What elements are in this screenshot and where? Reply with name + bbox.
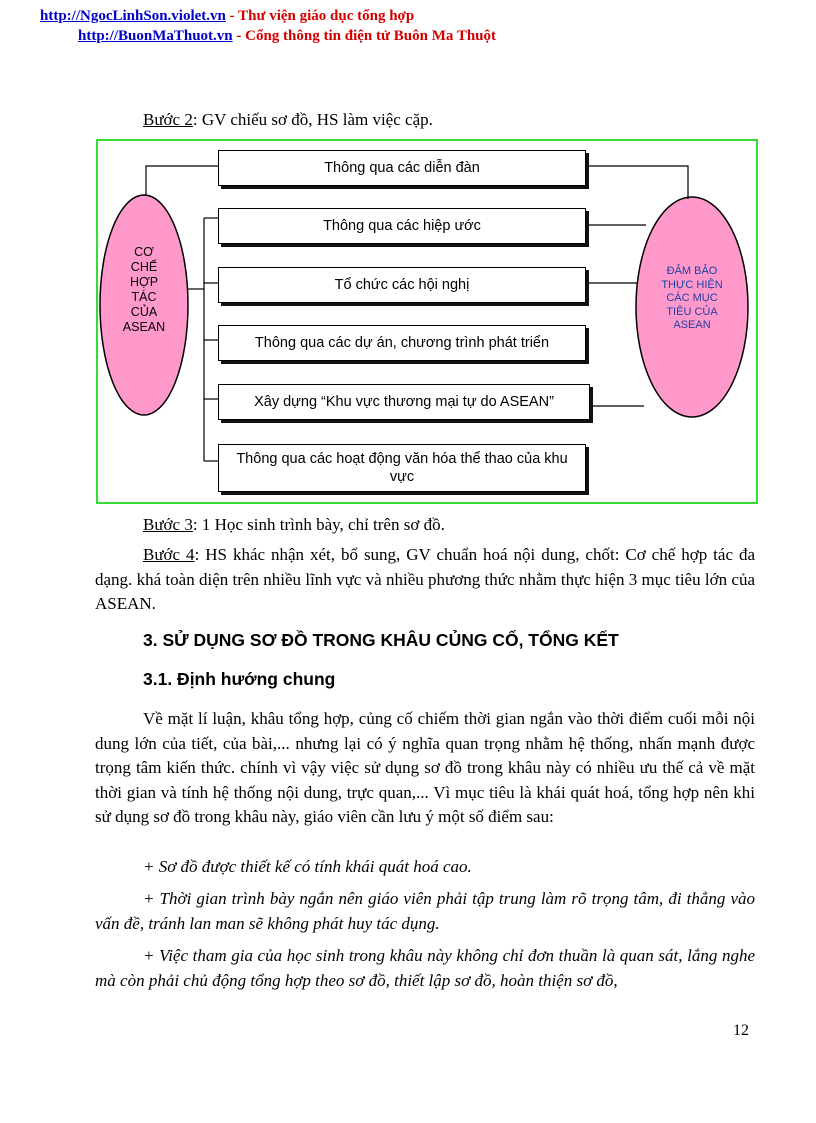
body-item-1: + Sơ đồ được thiết kế có tính khái quát hoá cao. xyxy=(143,857,472,876)
step4-paragraph xyxy=(95,543,755,617)
method-box-free-trade-area: Xây dựng “Khu vực thương mại tự do ASEAN” xyxy=(218,384,590,420)
step2-text: : GV chiếu sơ đồ, HS làm việc cặp. xyxy=(192,110,433,129)
method-box-treaties: Thông qua các hiệp ước xyxy=(218,208,586,244)
body-item-2: + Thời gian trình bày ngắn nên giáo viên phải tập trung làm rõ trọng tâm, đi thẳng vào vấn đề, tránh lan man sẽ không phát huy tác dụng. xyxy=(95,889,755,933)
header-link-buonmathuot[interactable]: http://BuonMaThuot.vn xyxy=(78,28,233,44)
connector-top-right xyxy=(586,166,688,199)
right-ellipse-label: ĐẢM BẢO THỰC HIỆN CÁC MỤC TIÊU CỦA ASEAN xyxy=(661,265,723,331)
left-ellipse-label: CƠ CHẾ HỢP TÁC CỦA ASEAN xyxy=(122,245,166,334)
section-3-heading: 3. SỬ DỤNG SƠ ĐỒ TRONG KHÂU CỦNG CỐ, TỔNG KẾT xyxy=(143,630,619,650)
method-box-conferences: Tổ chức các hội nghị xyxy=(218,267,586,303)
page-number: 12 xyxy=(733,1022,749,1039)
step2-label: Bước 2 xyxy=(143,110,193,129)
step4-label: Bước 4 xyxy=(143,545,195,564)
header-line-1 xyxy=(40,6,414,26)
header-line-2-text: - Cổng thông tin điện tử Buôn Ma Thuột xyxy=(232,28,497,44)
section-3-1-heading: 3.1. Định hướng chung xyxy=(143,669,336,689)
step2-paragraph xyxy=(95,108,755,133)
header-link-ngoclinhson[interactable]: http://NgocLinhSon.violet.vn xyxy=(40,8,226,24)
asean-cooperation-diagram xyxy=(96,139,758,504)
method-box-forums: Thông qua các diễn đàn xyxy=(218,150,586,186)
method-box-culture-sports: Thông qua các hoạt động văn hóa thể thao của khu vực xyxy=(218,444,586,492)
step3-label: Bước 3 xyxy=(143,515,193,534)
step3-text: : 1 Học sinh trình bày, chỉ trên sơ đồ. xyxy=(192,515,445,534)
header-line-2 xyxy=(78,26,496,46)
step4-text: : HS khác nhận xét, bổ sung, GV chuẩn hoá nội dung, chốt: Cơ chế hợp tác đa dạng. khá toàn diện trên nhiều lĩnh vực và nhiều phương thức nhằm thực hiện 3 mục tiêu lớn của ASEAN. xyxy=(95,545,756,613)
connector-top-left xyxy=(146,166,218,196)
method-box-projects: Thông qua các dự án, chương trình phát triển xyxy=(218,325,586,361)
body-item-3: + Việc tham gia của học sinh trong khâu này không chỉ đơn thuần là quan sát, lắng nghe mà còn phải chủ động tổng hợp theo sơ đồ, thiết lập sơ đồ, hoàn thiện sơ đồ, xyxy=(95,946,755,990)
step3-paragraph xyxy=(95,513,755,538)
body-paragraph-1: Về mặt lí luận, khâu tổng hợp, củng cố chiếm thời gian ngắn vào thời điểm cuối mỗi nội dung lớn của tiết, của bài,... nhưng lại có ý nghĩa quan trọng nhằm hệ thống, nhấn mạnh được trọng tâm kiến thức. chính vì vậy việc sử dụng sơ đồ trong khâu này có nhiều ưu thế cả về mặt thời gian và tính hệ thống nội dung, trực quan,... Vì mục tiêu là khái quát hoá, tổng hợp nên khi sử dụng sơ đồ trong khâu này, giáo viên cần lưu ý một số điểm sau: xyxy=(95,709,755,826)
header-line-1-text: - Thư viện giáo dục tổng hợp xyxy=(225,8,415,24)
